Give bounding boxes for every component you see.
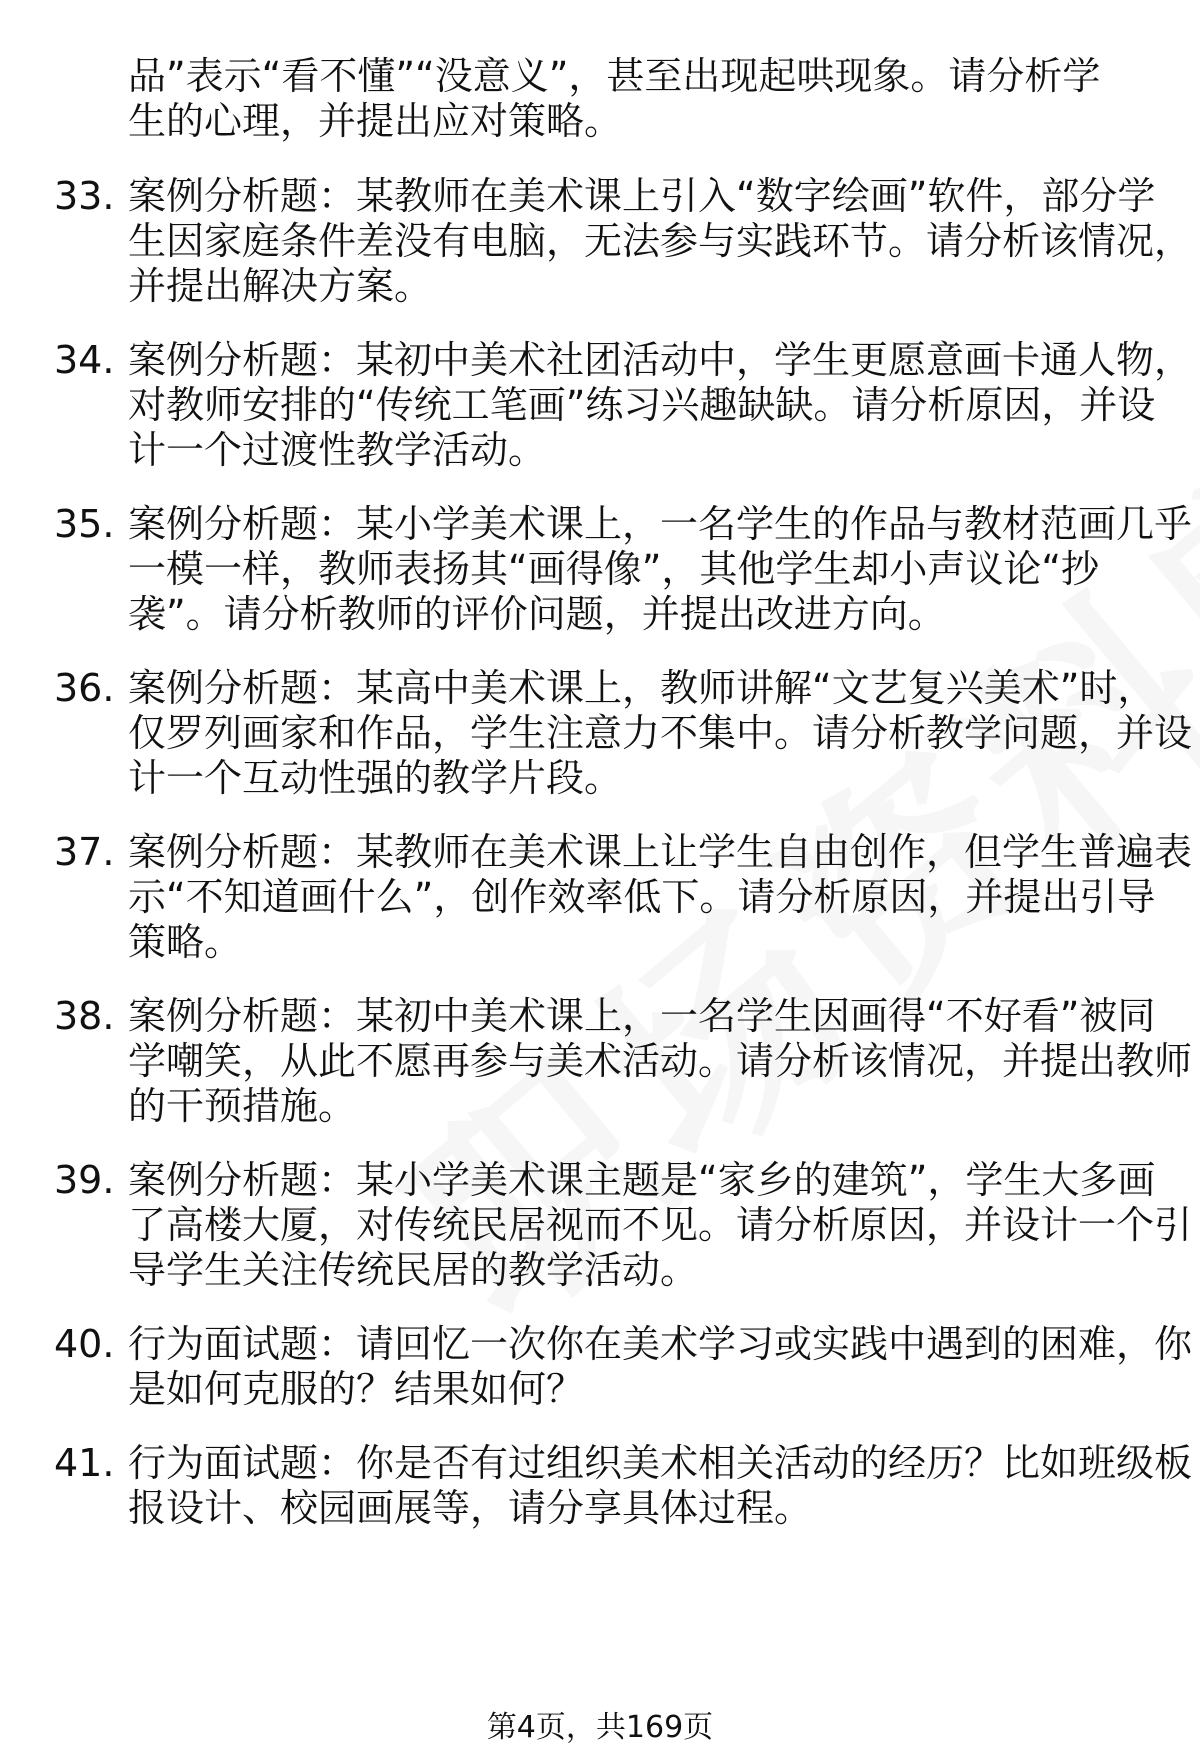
question-line: 案例分析题：某高中美术课上，教师讲解“文艺复兴美术”时， — [128, 666, 1156, 710]
question-line: 对教师安排的“传统工笔画”练习兴趣缺缺。请分析原因，并设 — [128, 383, 1156, 427]
question-line: 行为面试题：请回忆一次你在美术学习或实践中遇到的困难，你 — [128, 1322, 1193, 1366]
question-line: 计一个过渡性教学活动。 — [128, 428, 547, 472]
question-line: 仅罗列画家和作品，学生注意力不集中。请分析教学问题，并设 — [128, 711, 1193, 755]
question-number: 34. — [54, 338, 115, 382]
question-line: 案例分析题：某教师在美术课上引入“数字绘画”软件，部分学 — [128, 174, 1156, 218]
question-line: 了高楼大厦，对传统民居视而不见。请分析原因，并设计一个引 — [128, 1203, 1193, 1247]
question-line: 生因家庭条件差没有电脑，无法参与实践环节。请分析该情况， — [128, 219, 1193, 263]
question-line: 一模一样，教师表扬其“画得像”，其他学生却小声议论“抄 — [128, 547, 1100, 591]
question-line: 计一个互动性强的教学片段。 — [128, 756, 623, 800]
question-line: 的干预措施。 — [128, 1084, 357, 1128]
question-line: 案例分析题：某初中美术课上，一名学生因画得“不好看”被同 — [128, 994, 1156, 1038]
question-number: 38. — [54, 994, 115, 1038]
question-line: 报设计、校园画展等，请分享具体过程。 — [128, 1486, 813, 1530]
question-line: 并提出解决方案。 — [128, 264, 433, 308]
intro-line: 品”表示“看不懂”“没意义”，甚至出现起哄现象。请分析学 — [128, 54, 1101, 98]
question-number: 33. — [54, 174, 115, 218]
question-number: 39. — [54, 1158, 115, 1202]
intro-line: 生的心理，并提出应对策略。 — [128, 99, 623, 143]
question-line: 是如何克服的？结果如何？ — [128, 1367, 585, 1411]
question-number: 36. — [54, 666, 115, 710]
question-line: 策略。 — [128, 920, 243, 964]
question-line: 袭”。请分析教师的评价问题，并提出改进方向。 — [128, 592, 946, 636]
question-line: 案例分析题：某小学美术课主题是“家乡的建筑”，学生大多画 — [128, 1158, 1156, 1202]
question-number: 37. — [54, 830, 115, 874]
question-line: 示“不知道画什么”，创作效率低下。请分析原因，并提出引导 — [128, 875, 1156, 919]
question-number: 40. — [54, 1322, 115, 1366]
question-line: 案例分析题：某小学美术课上，一名学生的作品与教材范画几乎 — [128, 502, 1193, 546]
question-number: 41. — [54, 1441, 115, 1485]
page-number-footer: 第4页，共169页 — [486, 1710, 714, 1745]
question-line: 案例分析题：某教师在美术课上让学生自由创作，但学生普遍表 — [128, 830, 1193, 874]
question-line: 导学生关注传统民居的教学活动。 — [128, 1248, 699, 1292]
question-line: 案例分析题：某初中美术社团活动中，学生更愿意画卡通人物， — [128, 338, 1193, 382]
question-line: 学嘲笑，从此不愿再参与美术活动。请分析该情况，并提出教师 — [128, 1039, 1193, 1083]
question-line: 行为面试题：你是否有过组织美术相关活动的经历？比如班级板 — [128, 1441, 1193, 1485]
question-number: 35. — [54, 502, 115, 546]
